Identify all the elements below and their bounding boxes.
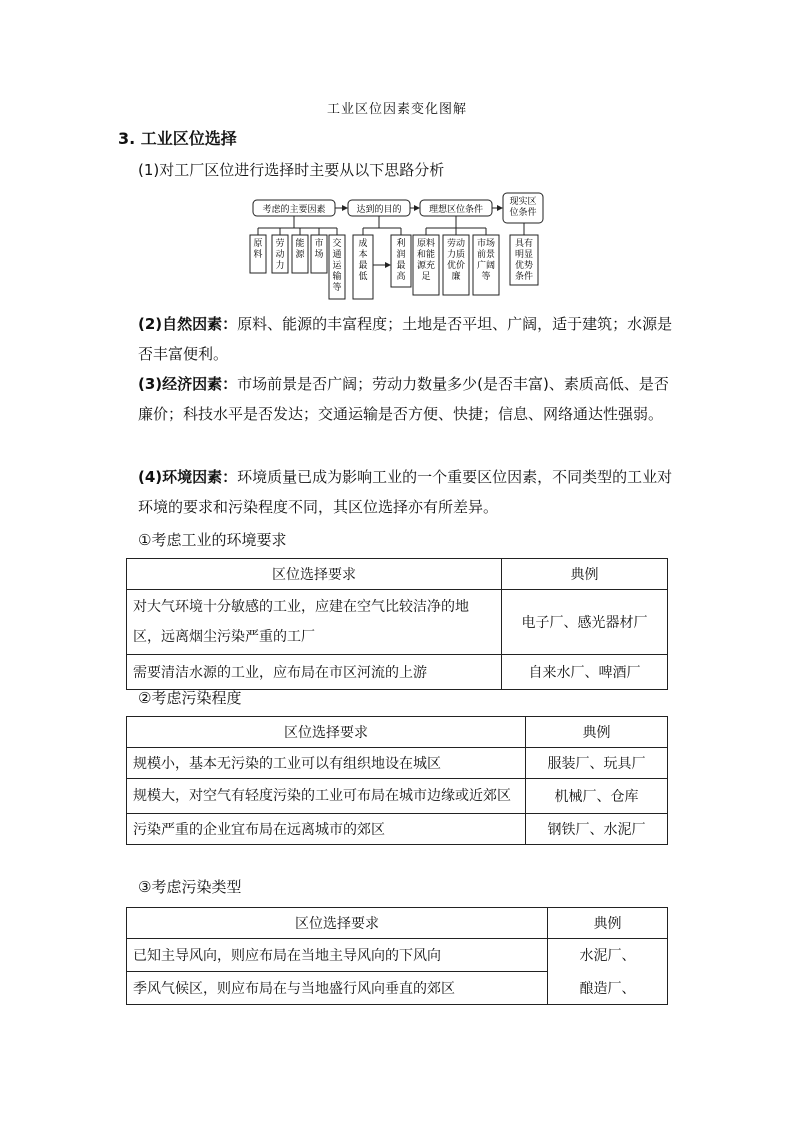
diagram-ideal-2: 市场前景广阔等: [476, 239, 496, 282]
table-header: 区位选择要求: [127, 908, 548, 939]
diagram-ideal-1: 劳动力质优价廉: [446, 239, 466, 282]
table-row: [127, 590, 668, 655]
table-cell: 自来水厂、啤酒厂: [502, 655, 668, 690]
table-cell: 服装厂、玩具厂: [526, 748, 668, 779]
table-cell: 机械厂、仓库: [526, 779, 668, 814]
table-cell: 酿造厂、: [548, 972, 668, 1005]
sub-heading-2: ②考虑污染程度: [138, 689, 242, 707]
economic-label: (3)经济因素：: [138, 375, 238, 393]
table-row: [127, 814, 668, 845]
table-cell: 规模小，基本无污染的工业可以有组织地设在城区: [127, 748, 526, 779]
diagram-goal-1: 利润最高: [396, 239, 406, 282]
diagram-box-real: 现实区位条件: [509, 197, 537, 218]
table-header-row: [127, 559, 668, 590]
table-environment: [126, 558, 668, 690]
table-cell: 对大气环境十分敏感的工业，应建在空气比较洁净的地区，远离烟尘污染严重的工厂: [127, 590, 502, 655]
page-title: 工业区位因素变化图解: [326, 102, 467, 117]
environment-text: 环境质量已成为影响工业的一个重要区位因素，不同类型的工业对环境的要求和污染程度不同，其区位选择亦有所差异。: [138, 468, 673, 516]
diagram-real-0: 具有明显优势条件: [514, 239, 534, 282]
table-header: 典例: [526, 717, 668, 748]
paragraph-environment: [138, 462, 683, 522]
table-cell: 钢铁厂、水泥厂: [526, 814, 668, 845]
natural-text: 原料、能源的丰富程度；土地是否平坦、广阔，适于建筑；水源是否丰富便利。: [138, 315, 673, 363]
diagram-factor-2: 能源: [295, 239, 305, 260]
table-cell: 污染严重的企业宜布局在远离城市的郊区: [127, 814, 526, 845]
economic-text: 市场前景是否广阔；劳动力数量多少(是否丰富)、素质高低、是否廉价；科技水平是否发达；交通运输是否方便、快捷；信息、网络通达性强弱。: [138, 375, 669, 423]
table-header: 典例: [502, 559, 668, 590]
table-cell: 季风气候区，则应布局在与当地盛行风向垂直的郊区: [127, 972, 548, 1005]
diagram-box-ideal: 理想区位条件: [428, 205, 484, 215]
diagram-factor-4: 交通运输等: [332, 239, 342, 293]
paragraph-economic: [138, 369, 683, 429]
diagram-ideal-0: 原料和能源充足: [416, 239, 436, 282]
table-row: [127, 748, 668, 779]
table-header-row: [127, 908, 668, 939]
table-pollution-type: [126, 907, 668, 1005]
environment-label: (4)环境因素：: [138, 468, 238, 486]
natural-label: (2)自然因素：: [138, 315, 238, 333]
table-cell: 电子厂、感光器材厂: [502, 590, 668, 655]
diagram-factor-3: 市场: [314, 239, 324, 260]
table-row: [127, 939, 668, 972]
table-cell: 已知主导风向，则应布局在当地主导风向的下风向: [127, 939, 548, 972]
diagram-box-goal: 达到的目的: [356, 205, 402, 215]
table-header: 区位选择要求: [127, 559, 502, 590]
paragraph-1: (1)对工厂区位进行选择时主要从以下思路分析: [138, 161, 445, 179]
table-row: [127, 779, 668, 814]
paragraph-natural: [138, 309, 683, 369]
section-title: 工业区位选择: [140, 129, 237, 148]
table-header-row: [127, 717, 668, 748]
location-flow-diagram: [245, 190, 555, 302]
table-cell: 水泥厂、: [548, 939, 668, 972]
table-cell: 规模大，对空气有轻度污染的工业可布局在城市边缘或近郊区: [127, 779, 526, 814]
table-row: [127, 972, 668, 1005]
table-cell: 需要清洁水源的工业，应布局在市区河流的上游: [127, 655, 502, 690]
diagram-factor-1: 劳动力: [275, 239, 285, 271]
section-number: 3.: [118, 129, 136, 148]
diagram-goal-0: 成本最低: [358, 239, 368, 282]
diagram-box-factors: 考虑的主要因素: [262, 205, 326, 215]
table-header: 区位选择要求: [127, 717, 526, 748]
sub-heading-1: ①考虑工业的环境要求: [138, 531, 287, 549]
table-pollution-level: [126, 716, 668, 845]
section-heading: [118, 126, 237, 149]
table-header: 典例: [548, 908, 668, 939]
diagram-factor-0: 原料: [253, 239, 263, 260]
sub-heading-3: ③考虑污染类型: [138, 878, 242, 896]
